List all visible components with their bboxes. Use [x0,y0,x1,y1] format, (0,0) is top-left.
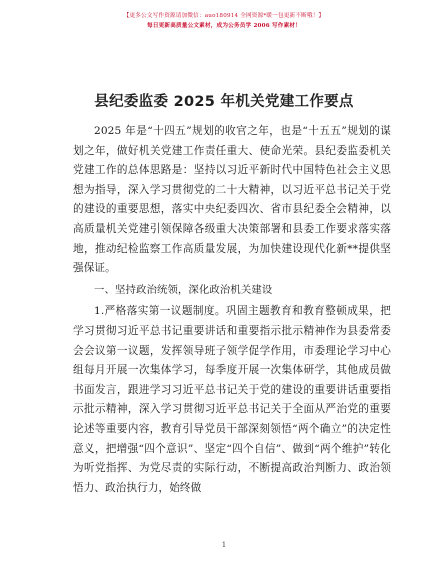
promo-header [0,11,448,31]
promo-line-2: 每日更新高质量公文素材，成为公务员学 2006 写作素材！ [147,23,301,29]
promo-line-1: 【更多公文写作资源请加微信：auo180914 全网资源*暖一包更新不断哦！】 [123,13,325,19]
item-paragraph-text: 1.严格落实第一议题制度。巩固主题教育和教育整顿成果，把学习贯彻习近平总书记重要讲话和重要指示批示精神作为县委常委会会议第一议题，发挥领导班子领学促学作用，市委理论学习中心组每月开展一次集体学习，每季度开展一次集体研学，其他成员做书面发言，跟进学习习近平总书记关于党的建设的重要讲话重要指示批示精神，深入学习贯彻习近平总书记关于全面从严治党的重要论述等重要内容，教育引导党员干部深刻领悟“两个确立”的决定性意义，把增强“四个意识”、坚定“四个自信”、做到“两个维护”转化为听党指挥、为党尽责的实际行动，不断提高政治判断力、政治领悟力、政治执行力，始终做 [73,305,391,494]
document-title: 县纪委监委 2025 年机关党建工作要点 [94,94,354,110]
item-paragraph [73,302,391,498]
intro-paragraph-text: 2025 年是“十四五”规划的收官之年，也是“十五五”规划的谋划之年，做好机关党建工作责任重大、使命光荣。县纪委监委机关党建工作的总体思路是：坚持以习近平新时代中国特色社会主义思想为指导，深入学习贯彻党的二十大精神，以习近平总书记关于党的建设的重要思想，落实中央纪委四次、省市县纪委全会精神，以高质量机关党建引领保障各级重大决策部署和县委工作要求落实落地，推动纪检监察工作高质量发展，为加快建设现代化新**提供坚强保证。 [73,125,391,275]
document-body [73,122,391,498]
intro-paragraph [73,122,391,279]
section-heading-text: 一、坚持政治统领，深化政治机关建设 [94,283,273,296]
page-number: 1 [221,541,227,549]
section-heading [73,281,391,301]
